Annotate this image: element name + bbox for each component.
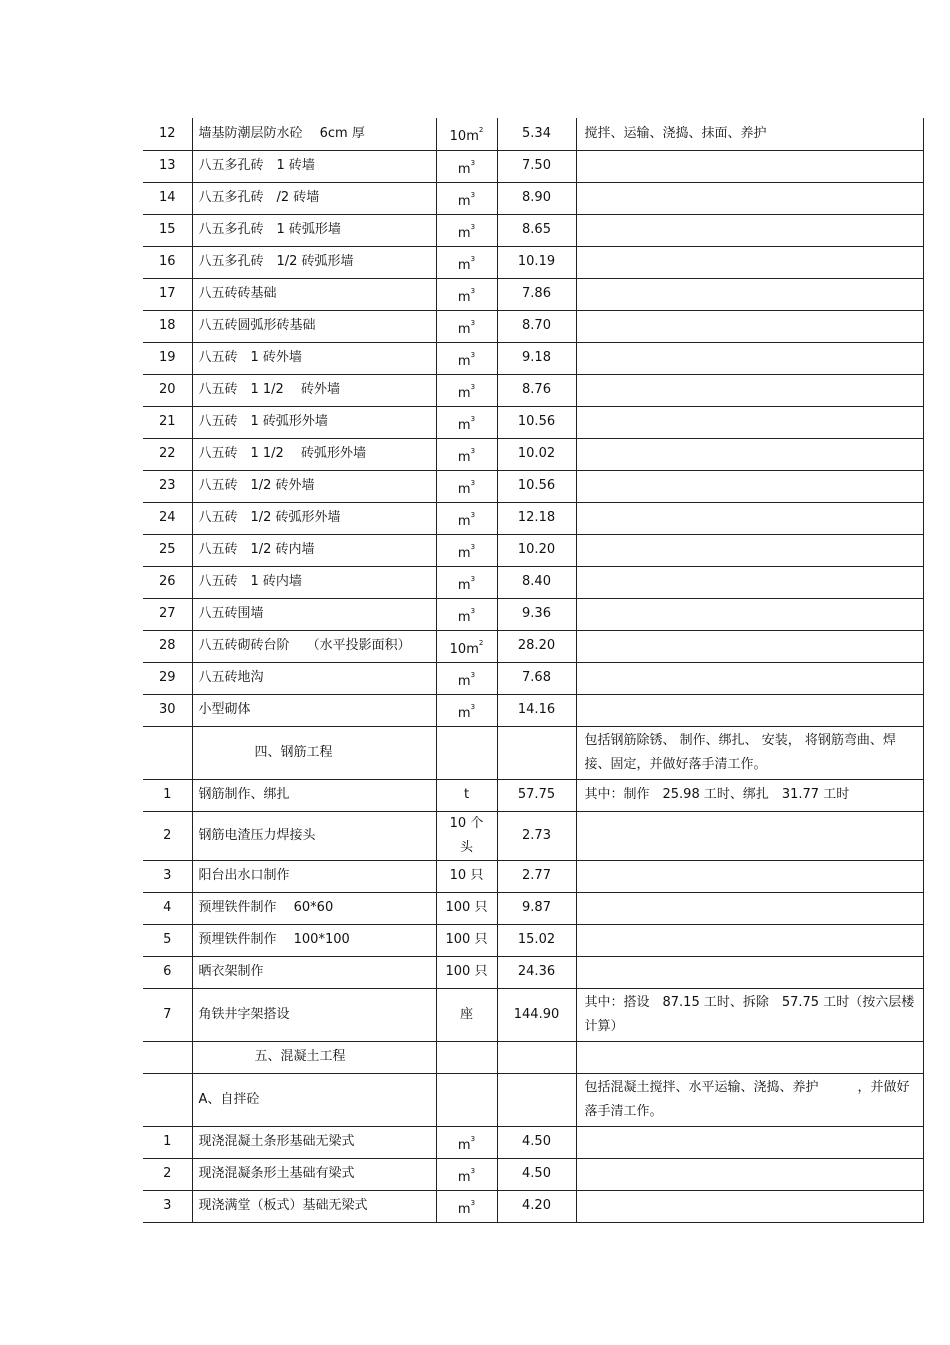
unit-text: m	[457, 161, 471, 177]
section-title: 四、钢筋工程	[192, 726, 436, 779]
table-row	[143, 811, 923, 860]
subsection-header-row	[143, 1073, 923, 1126]
item-unit	[436, 406, 497, 438]
item-unit	[436, 374, 497, 406]
unit-text: m	[457, 481, 471, 497]
item-name: 预埋铁件制作 100*100	[192, 924, 436, 956]
item-note	[576, 150, 923, 182]
table-row	[143, 182, 923, 214]
item-unit	[436, 1041, 497, 1073]
table-row	[143, 566, 923, 598]
item-quantity: 4.50	[497, 1158, 576, 1190]
unit-text: m	[457, 385, 471, 401]
item-quantity: 9.36	[497, 598, 576, 630]
item-note	[576, 374, 923, 406]
table-row	[143, 598, 923, 630]
table-row	[143, 1126, 923, 1158]
unit-text: m	[457, 257, 471, 273]
item-unit: 10 个头	[436, 811, 497, 860]
table-row	[143, 924, 923, 956]
item-name: 八五砖 1 1/2 砖弧形外墙	[192, 438, 436, 470]
item-quantity: 8.40	[497, 566, 576, 598]
row-number: 3	[143, 860, 192, 892]
subsection-note: 包括混凝土搅拌、水平运输、浇捣、养护 ，并做好落手清工作。	[576, 1073, 923, 1126]
item-quantity: 28.20	[497, 630, 576, 662]
row-number: 18	[143, 310, 192, 342]
row-number: 28	[143, 630, 192, 662]
item-unit	[436, 1158, 497, 1190]
unit-text: 10m	[449, 641, 479, 657]
item-unit	[436, 182, 497, 214]
table-row	[143, 630, 923, 662]
item-quantity: 57.75	[497, 779, 576, 811]
unit-exponent: 3	[470, 158, 476, 167]
unit-text: m	[457, 609, 471, 625]
item-unit: 100 只	[436, 956, 497, 988]
table-row	[143, 892, 923, 924]
row-number	[143, 1041, 192, 1073]
row-number: 20	[143, 374, 192, 406]
row-number: 2	[143, 811, 192, 860]
unit-exponent: 3	[470, 222, 476, 231]
item-name: 八五砖 1/2 砖内墙	[192, 534, 436, 566]
item-unit: t	[436, 779, 497, 811]
item-quantity: 10.56	[497, 406, 576, 438]
table-row	[143, 310, 923, 342]
unit-exponent: 3	[470, 446, 476, 455]
item-unit	[436, 1126, 497, 1158]
item-unit	[436, 534, 497, 566]
item-quantity	[497, 1073, 576, 1126]
quota-table	[143, 118, 924, 1223]
unit-text: m	[457, 1137, 471, 1153]
item-name: 阳台出水口制作	[192, 860, 436, 892]
table-row	[143, 470, 923, 502]
row-number: 22	[143, 438, 192, 470]
section-header-row	[143, 726, 923, 779]
row-number: 3	[143, 1190, 192, 1222]
item-unit	[436, 310, 497, 342]
item-quantity: 24.36	[497, 956, 576, 988]
item-unit	[436, 598, 497, 630]
table-row	[143, 988, 923, 1041]
item-unit	[436, 438, 497, 470]
item-unit	[436, 470, 497, 502]
item-note	[576, 278, 923, 310]
unit-exponent: 3	[470, 702, 476, 711]
item-name: 八五砖砌砖台阶 （水平投影面积）	[192, 630, 436, 662]
row-number: 1	[143, 1126, 192, 1158]
row-number: 6	[143, 956, 192, 988]
quota-table-sheet	[143, 118, 923, 1223]
table-row	[143, 150, 923, 182]
item-note	[576, 214, 923, 246]
item-note	[576, 860, 923, 892]
item-name: 角铁井字架搭设	[192, 988, 436, 1041]
item-name: 现浇混凝土条形基础无梁式	[192, 1126, 436, 1158]
item-name: 八五砖围墙	[192, 598, 436, 630]
row-number: 21	[143, 406, 192, 438]
item-name: 现浇满堂（板式）基础无梁式	[192, 1190, 436, 1222]
row-number: 15	[143, 214, 192, 246]
item-name: 八五多孔砖 /2 砖墙	[192, 182, 436, 214]
item-note	[576, 438, 923, 470]
unit-exponent: 3	[470, 286, 476, 295]
row-number: 29	[143, 662, 192, 694]
item-name: 八五砖 1 砖内墙	[192, 566, 436, 598]
unit-text: m	[457, 705, 471, 721]
table-row	[143, 662, 923, 694]
item-name: 八五砖地沟	[192, 662, 436, 694]
table-row	[143, 374, 923, 406]
unit-exponent: 3	[470, 190, 476, 199]
unit-text: 10m	[449, 129, 479, 145]
item-quantity: 8.76	[497, 374, 576, 406]
item-note	[576, 534, 923, 566]
unit-text: m	[457, 577, 471, 593]
item-note	[576, 956, 923, 988]
item-unit	[436, 246, 497, 278]
table-row	[143, 342, 923, 374]
item-note	[576, 598, 923, 630]
unit-text: m	[457, 193, 471, 209]
item-quantity: 9.87	[497, 892, 576, 924]
item-quantity: 8.65	[497, 214, 576, 246]
item-quantity: 144.90	[497, 988, 576, 1041]
unit-exponent: 3	[470, 478, 476, 487]
unit-text: m	[457, 513, 471, 529]
item-note	[576, 310, 923, 342]
item-name: 现浇混凝条形土基础有梁式	[192, 1158, 436, 1190]
item-name: 八五砖 1 砖外墙	[192, 342, 436, 374]
item-note	[576, 892, 923, 924]
item-quantity: 14.16	[497, 694, 576, 726]
table-row	[143, 534, 923, 566]
item-quantity: 10.19	[497, 246, 576, 278]
item-unit	[436, 630, 497, 662]
item-unit: 100 只	[436, 924, 497, 956]
table-row	[143, 118, 923, 150]
row-number: 19	[143, 342, 192, 374]
table-row	[143, 860, 923, 892]
item-unit: 100 只	[436, 892, 497, 924]
row-number: 14	[143, 182, 192, 214]
item-note	[576, 406, 923, 438]
unit-exponent: 3	[470, 670, 476, 679]
item-name: 墙基防潮层防水砼 6cm 厚	[192, 118, 436, 150]
item-name: 八五砖 1/2 砖外墙	[192, 470, 436, 502]
unit-text: m	[457, 673, 471, 689]
item-quantity: 15.02	[497, 924, 576, 956]
unit-text: m	[457, 321, 471, 337]
item-note	[576, 1041, 923, 1073]
item-unit	[436, 566, 497, 598]
item-name: 八五多孔砖 1 砖弧形墙	[192, 214, 436, 246]
item-name: 预埋铁件制作 60*60	[192, 892, 436, 924]
item-note: 搅拌、运输、浇捣、抹面、养护	[576, 118, 923, 150]
item-note	[576, 924, 923, 956]
unit-exponent: 3	[470, 414, 476, 423]
item-quantity: 7.68	[497, 662, 576, 694]
item-quantity: 8.70	[497, 310, 576, 342]
item-quantity: 10.02	[497, 438, 576, 470]
item-note	[576, 246, 923, 278]
item-quantity: 2.73	[497, 811, 576, 860]
row-number: 4	[143, 892, 192, 924]
unit-exponent: 3	[470, 542, 476, 551]
table-row	[143, 694, 923, 726]
item-name: 八五砖砖基础	[192, 278, 436, 310]
row-number	[143, 1073, 192, 1126]
item-note: 其中：搭设 87.15 工时、拆除 57.75 工时（按六层楼计算）	[576, 988, 923, 1041]
item-unit	[436, 662, 497, 694]
unit-exponent: 3	[470, 1198, 476, 1207]
unit-exponent: 3	[470, 350, 476, 359]
table-row	[143, 956, 923, 988]
item-note	[576, 182, 923, 214]
item-quantity: 4.50	[497, 1126, 576, 1158]
unit-text: m	[457, 353, 471, 369]
item-name: 晒衣架制作	[192, 956, 436, 988]
row-number: 16	[143, 246, 192, 278]
item-note	[576, 630, 923, 662]
item-note	[576, 662, 923, 694]
item-note	[576, 566, 923, 598]
item-quantity	[497, 726, 576, 779]
table-row	[143, 278, 923, 310]
item-unit	[436, 1190, 497, 1222]
item-name: 八五砖 1 1/2 砖外墙	[192, 374, 436, 406]
row-number: 2	[143, 1158, 192, 1190]
table-row	[143, 1190, 923, 1222]
unit-text: m	[457, 545, 471, 561]
item-name: 八五多孔砖 1 砖墙	[192, 150, 436, 182]
item-unit	[436, 118, 497, 150]
subsection-title: A、自拌砼	[192, 1073, 436, 1126]
item-unit: 座	[436, 988, 497, 1041]
row-number: 13	[143, 150, 192, 182]
item-note	[576, 342, 923, 374]
item-name: 八五砖 1 砖弧形外墙	[192, 406, 436, 438]
unit-exponent: 3	[470, 1166, 476, 1175]
item-quantity: 7.86	[497, 278, 576, 310]
unit-exponent: 3	[470, 1134, 476, 1143]
row-number: 7	[143, 988, 192, 1041]
item-unit	[436, 278, 497, 310]
row-number: 30	[143, 694, 192, 726]
unit-text: m	[457, 1169, 471, 1185]
item-note: 其中：制作 25.98 工时、绑扎 31.77 工时	[576, 779, 923, 811]
item-quantity: 10.56	[497, 470, 576, 502]
table-row	[143, 214, 923, 246]
unit-text: m	[457, 1201, 471, 1217]
unit-exponent: 3	[470, 510, 476, 519]
table-row	[143, 246, 923, 278]
unit-exponent: 2	[478, 126, 484, 135]
row-number	[143, 726, 192, 779]
item-quantity: 12.18	[497, 502, 576, 534]
unit-exponent: 3	[470, 606, 476, 615]
table-row	[143, 779, 923, 811]
row-number: 25	[143, 534, 192, 566]
item-quantity: 7.50	[497, 150, 576, 182]
item-unit	[436, 214, 497, 246]
item-unit	[436, 1073, 497, 1126]
table-row	[143, 438, 923, 470]
item-name: 小型砌体	[192, 694, 436, 726]
unit-text: m	[457, 449, 471, 465]
row-number: 23	[143, 470, 192, 502]
unit-exponent: 3	[470, 382, 476, 391]
item-note	[576, 694, 923, 726]
unit-exponent: 2	[478, 638, 484, 647]
row-number: 24	[143, 502, 192, 534]
row-number: 26	[143, 566, 192, 598]
table-row	[143, 502, 923, 534]
item-quantity: 5.34	[497, 118, 576, 150]
item-note	[576, 502, 923, 534]
item-quantity: 8.90	[497, 182, 576, 214]
unit-text: m	[457, 225, 471, 241]
item-note	[576, 1126, 923, 1158]
item-name: 八五多孔砖 1/2 砖弧形墙	[192, 246, 436, 278]
item-unit	[436, 342, 497, 374]
item-unit: 10 只	[436, 860, 497, 892]
item-note	[576, 1158, 923, 1190]
unit-exponent: 3	[470, 254, 476, 263]
unit-text: m	[457, 417, 471, 433]
item-name: 钢筋电渣压力焊接头	[192, 811, 436, 860]
item-unit	[436, 726, 497, 779]
unit-exponent: 3	[470, 574, 476, 583]
unit-text: m	[457, 289, 471, 305]
row-number: 5	[143, 924, 192, 956]
item-unit	[436, 502, 497, 534]
item-note	[576, 470, 923, 502]
item-quantity: 4.20	[497, 1190, 576, 1222]
section-title: 五、混凝土工程	[192, 1041, 436, 1073]
item-unit	[436, 694, 497, 726]
item-quantity: 2.77	[497, 860, 576, 892]
row-number: 17	[143, 278, 192, 310]
section-note: 包括钢筋除锈、 制作、绑扎、 安装， 将钢筋弯曲、焊接、固定，并做好落手清工作。	[576, 726, 923, 779]
item-quantity: 9.18	[497, 342, 576, 374]
item-name: 八五砖 1/2 砖弧形外墙	[192, 502, 436, 534]
item-note	[576, 1190, 923, 1222]
unit-exponent: 3	[470, 318, 476, 327]
section-header-row	[143, 1041, 923, 1073]
item-name: 钢筋制作、绑扎	[192, 779, 436, 811]
item-quantity: 10.20	[497, 534, 576, 566]
item-quantity	[497, 1041, 576, 1073]
item-note	[576, 811, 923, 860]
item-unit	[436, 150, 497, 182]
table-row	[143, 406, 923, 438]
row-number: 12	[143, 118, 192, 150]
table-row	[143, 1158, 923, 1190]
item-name: 八五砖圆弧形砖基础	[192, 310, 436, 342]
row-number: 1	[143, 779, 192, 811]
row-number: 27	[143, 598, 192, 630]
